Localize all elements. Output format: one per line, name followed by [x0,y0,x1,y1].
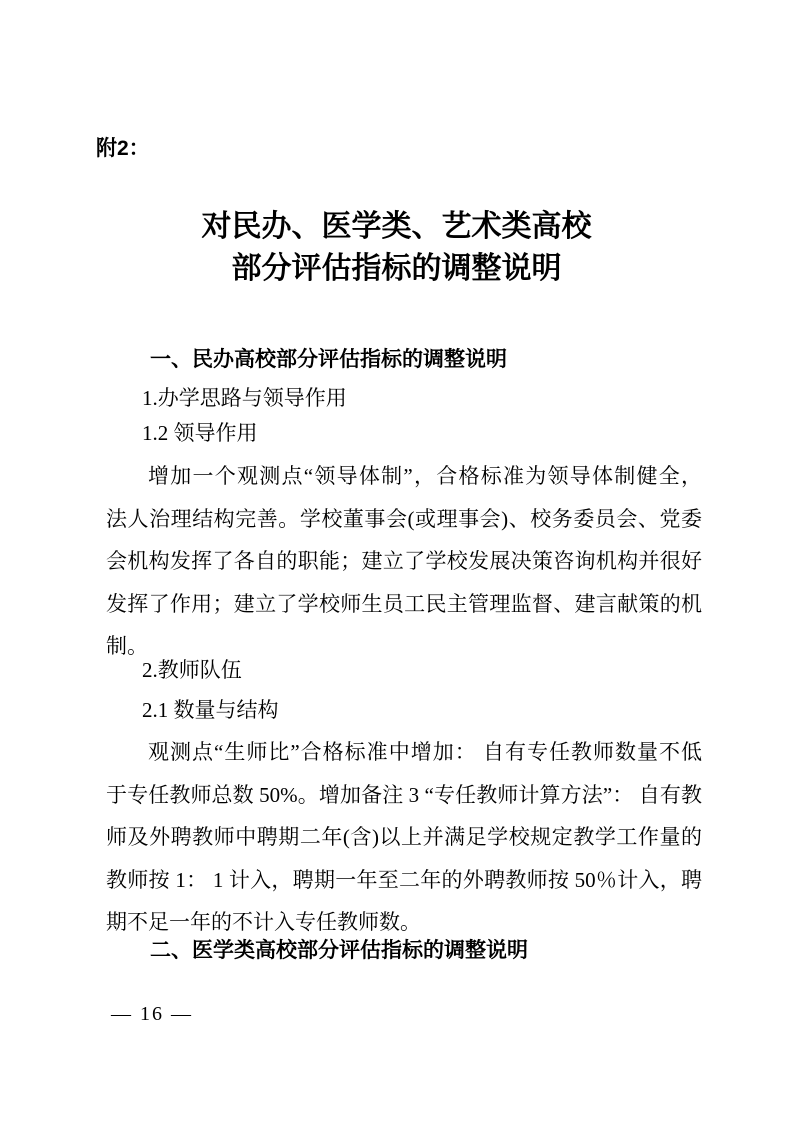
paragraph-2-line: 于专任教师总数 50%。增加备注 3 “专任教师计算方法”： 自有教 [106,782,702,807]
sub-item-1-2: 1.2 领导作用 [142,421,258,445]
paragraph-2-line: 期不足一年的不计入专任教师数。 [106,910,421,934]
sub-item-2-1: 2.1 数量与结构 [142,698,279,722]
paragraph-1 [106,455,702,668]
sub-item-1: 1.办学思路与领导作用 [142,386,347,410]
paragraph-1-line: 发挥了作用；建立了学校师生员工民主管理监督、建言献策的机 [106,591,702,616]
section-2-heading: 二、医学类高校部分评估指标的调整说明 [150,939,528,962]
title-line-1: 对民办、医学类、艺术类高校 [201,210,592,243]
paragraph-1-line: 会机构发挥了各自的职能；建立了学校发展决策咨询机构并很好 [106,549,702,573]
paragraph-1-line: 制。 [106,634,148,658]
document-title [0,206,793,290]
paragraph-2-line: 教师按 1： 1 计入，聘期一年至二年的外聘教师按 50％计入，聘 [106,867,702,892]
sub-item-2: 2.教师队伍 [142,658,242,682]
page-number: — 16 — [111,1003,193,1025]
paragraph-2-line: 师及外聘教师中聘期二年(含)以上并满足学校规定教学工作量的 [106,825,702,849]
attachment-label: 附2： [96,137,150,160]
title-line-2: 部分评估指标的调整说明 [231,252,562,285]
section-1-heading: 一、民办高校部分评估指标的调整说明 [150,348,507,371]
paragraph-1-line: 增加一个观测点“领导体制”，合格标准为领导体制健全， [148,464,702,488]
paragraph-2 [106,731,702,944]
paragraph-2-line: 观测点“生师比”合格标准中增加： 自有专任教师数量不低 [148,740,702,764]
paragraph-1-line: 法人治理结构完善。学校董事会(或理事会)、校务委员会、党委 [106,506,702,531]
